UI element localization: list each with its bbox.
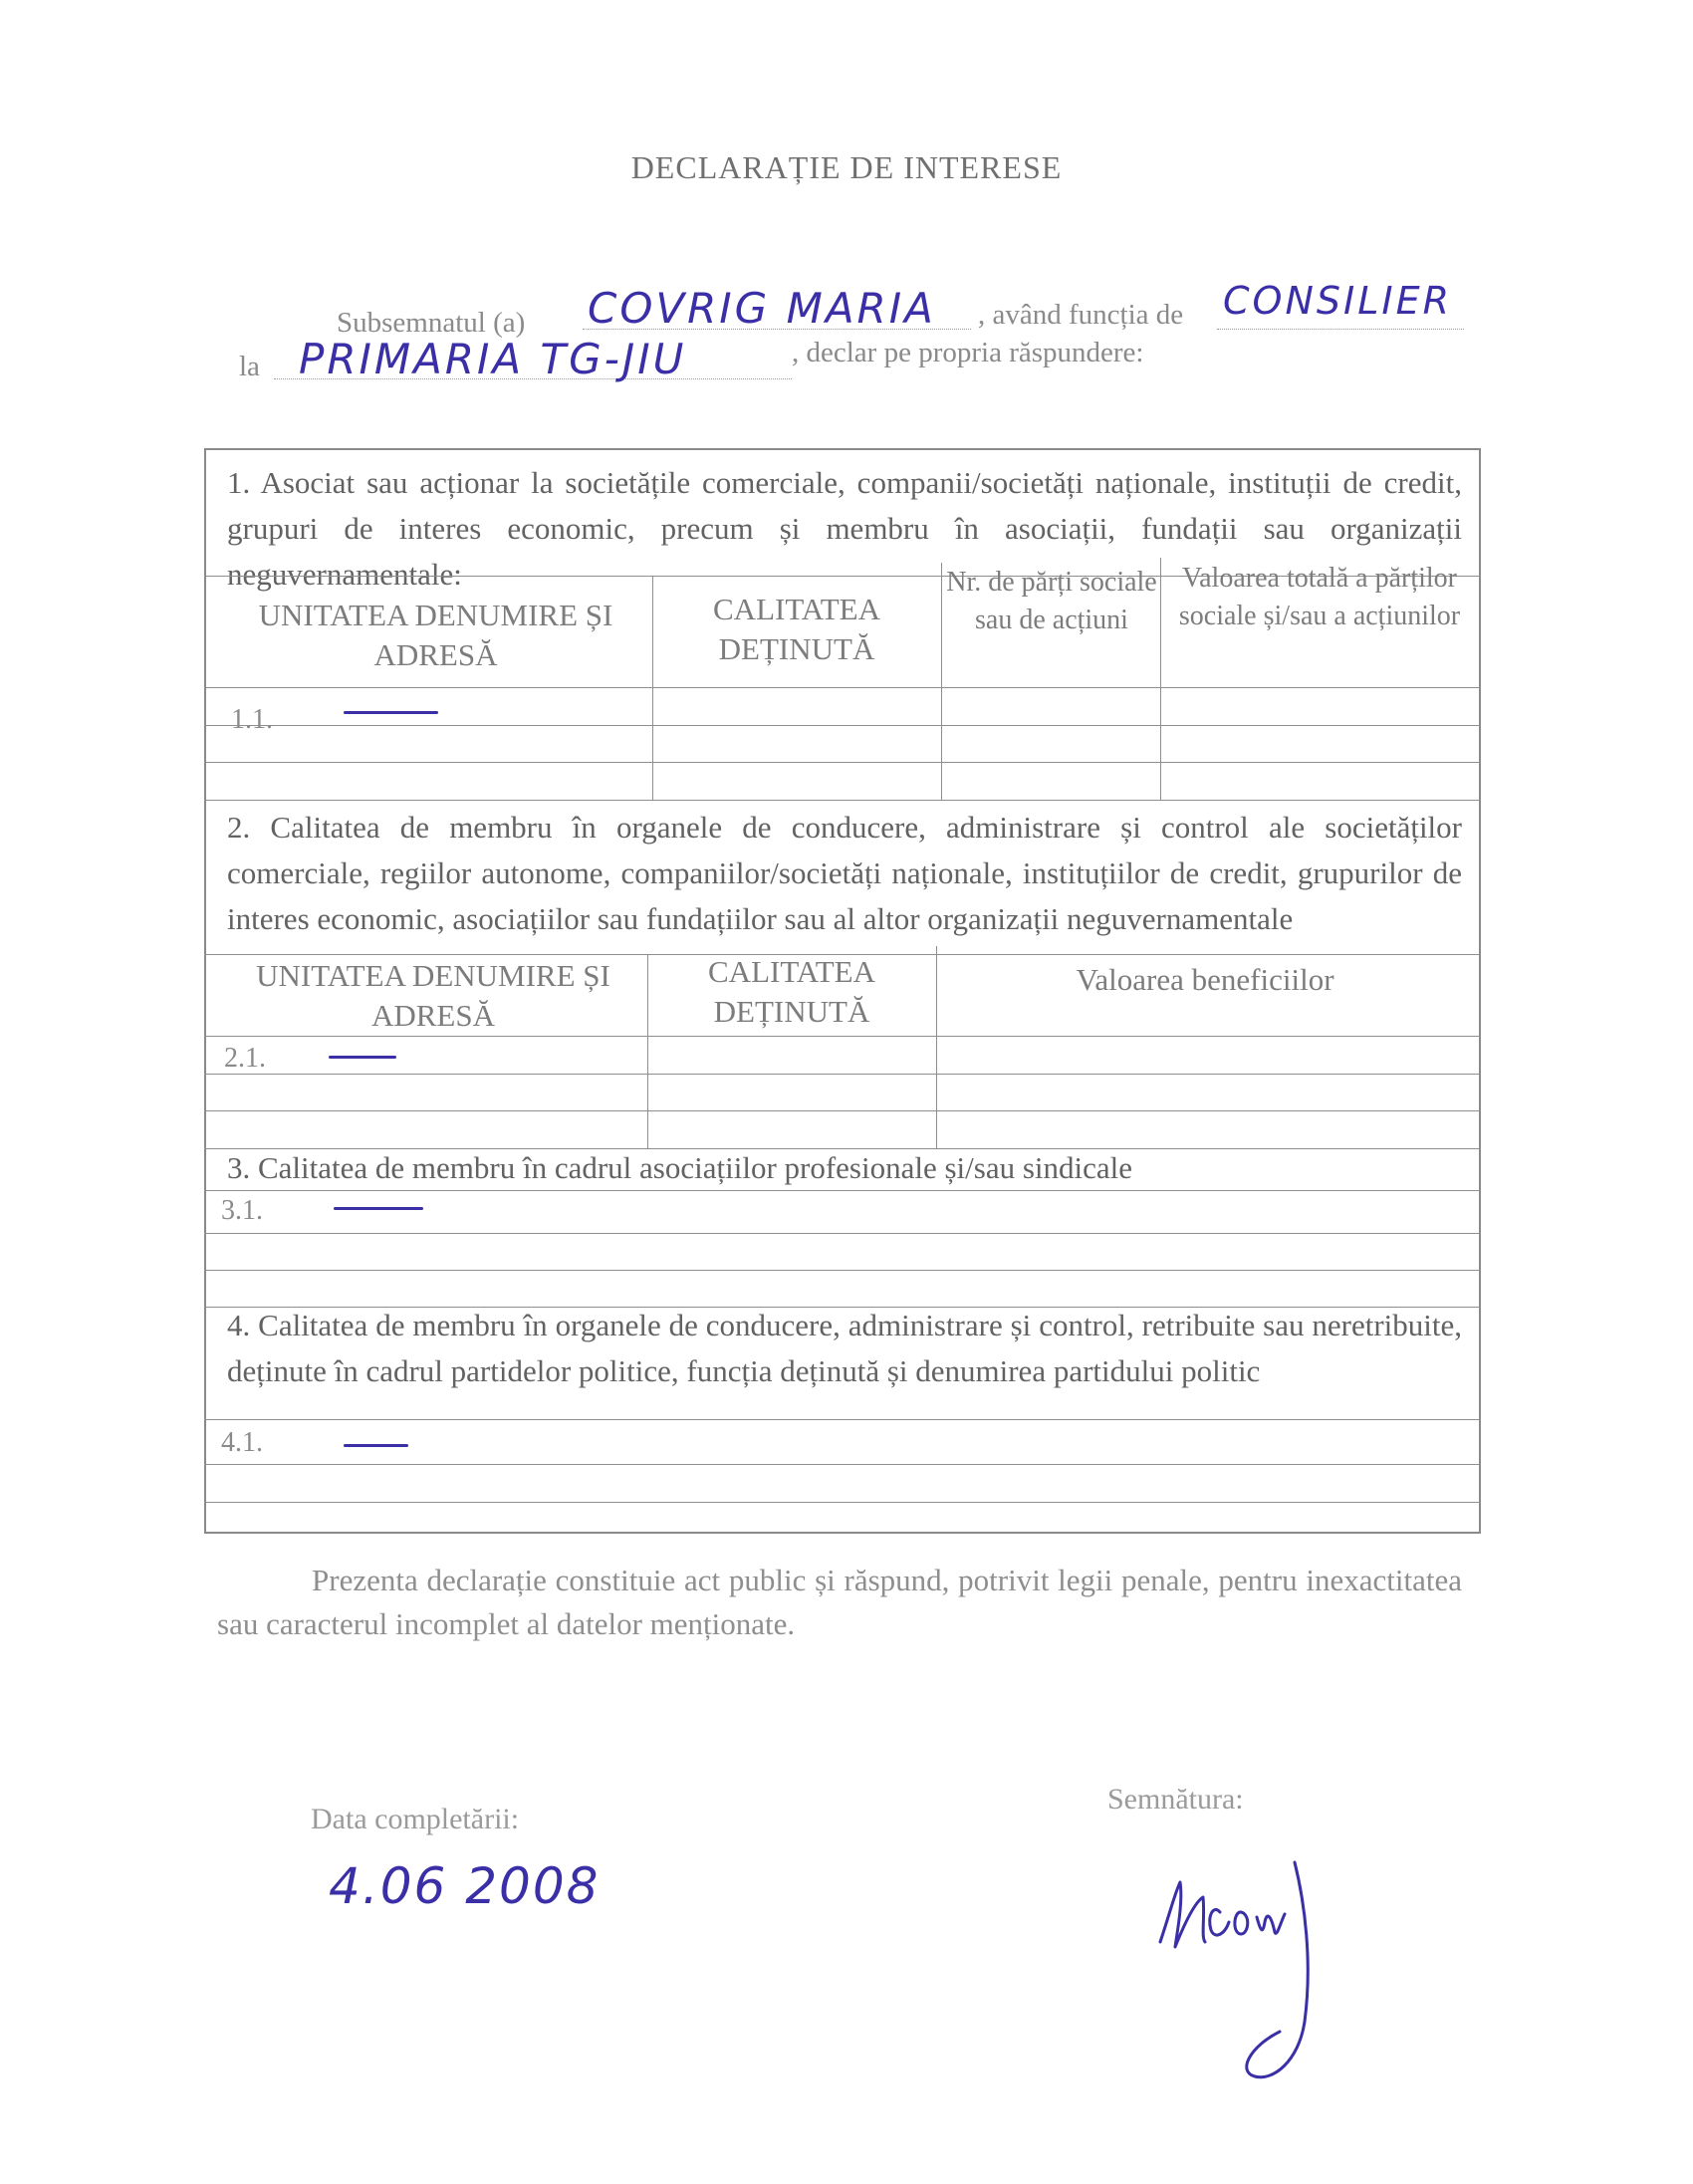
divider bbox=[204, 800, 1481, 801]
s2-col-unitatea: UNITATEA DENUMIRE ȘI ADRESĂ bbox=[256, 958, 610, 1033]
subsemnatul-label: Subsemnatul (a) bbox=[337, 307, 526, 339]
divider bbox=[204, 1270, 1481, 1271]
s3-row-label: 3.1. bbox=[221, 1195, 263, 1226]
divider bbox=[204, 1233, 1481, 1234]
signature-image bbox=[1145, 1842, 1444, 2121]
divider bbox=[204, 1464, 1481, 1465]
s2-row-label: 2.1. bbox=[224, 1043, 266, 1074]
divider bbox=[941, 563, 942, 800]
divider bbox=[204, 1110, 1481, 1111]
divider bbox=[936, 946, 937, 1148]
divider bbox=[647, 954, 648, 1148]
section1-text: 1. Asociat sau acționar la societățile comerciale, companii/societăți naționale, instituții de credit, grupuri de interes economic, precum și membru în asociații, fundații sau organizații neguvernamentale: bbox=[227, 465, 1462, 592]
section3-text: 3. Calitatea de membru în cadrul asociațiilor profesionale și/sau sindicale bbox=[227, 1150, 1133, 1185]
divider bbox=[1160, 558, 1161, 800]
name-value: COVRIG MARIA bbox=[588, 284, 936, 333]
functia-field-line bbox=[1217, 329, 1464, 330]
divider bbox=[204, 762, 1481, 763]
date-value: 4.06 2008 bbox=[329, 1857, 601, 1915]
divider bbox=[204, 1190, 1481, 1191]
declar-label: , declar pe propria răspundere: bbox=[792, 337, 1144, 368]
s1-row-label: 1.1. bbox=[231, 704, 273, 735]
functia-value: CONSILIER bbox=[1223, 279, 1452, 323]
section2-text: 2. Calitatea de membru în organele de conducere, administrare și control ale societăților comerciale, regiilor autonome, companiilor/societăți naționale, instituțiilor de credit, grupurilor de interes economic, asociațiilor sau fundațiilor sau al altor organizații neguvernamentale bbox=[227, 810, 1462, 936]
s1-col-unitatea: UNITATEA DENUMIRE ȘI ADRESĂ bbox=[258, 598, 613, 672]
s1-col-valoarea-totala: Valoarea totală a părților sociale și/sau a acțiunilor bbox=[1178, 563, 1461, 631]
empty-mark bbox=[329, 1056, 396, 1059]
empty-mark bbox=[334, 1207, 423, 1210]
s1-col-nr-parti: Nr. de părți sociale sau de acțiuni bbox=[946, 567, 1157, 635]
s2-col-valoarea-beneficiilor: Valoarea beneficiilor bbox=[1076, 962, 1334, 997]
divider bbox=[204, 687, 1481, 688]
empty-mark bbox=[344, 711, 438, 714]
document-title: DECLARAȚIE DE INTERESE bbox=[630, 149, 1063, 185]
divider bbox=[204, 1419, 1481, 1420]
empty-mark bbox=[344, 1444, 408, 1447]
section4-text: 4. Calitatea de membru în organele de conducere, administrare și control, retribuite sau neretribuite, deținute în cadrul partidelor politice, funcția deținută și denumirea partidului politic bbox=[227, 1308, 1462, 1388]
divider bbox=[204, 1502, 1481, 1503]
divider bbox=[204, 725, 1481, 726]
divider bbox=[204, 1074, 1481, 1075]
divider bbox=[204, 1036, 1481, 1037]
s1-col-calitatea: CALITATEA DEȚINUTĂ bbox=[713, 592, 880, 666]
signature-label: Semnătura: bbox=[1107, 1783, 1244, 1816]
s4-row-label: 4.1. bbox=[221, 1427, 263, 1458]
date-label: Data completării: bbox=[311, 1803, 520, 1835]
la-label: la bbox=[239, 351, 260, 382]
institutie-value: PRIMARIA TG-JIU bbox=[299, 335, 687, 383]
s2-col-calitatea: CALITATEA DEȚINUTĂ bbox=[708, 954, 875, 1029]
legal-statement: Prezenta declarație constituie act public și răspund, potrivit legii penale, pentru inexactitatea sau caracterul incomplet al datelor menționate. bbox=[217, 1563, 1462, 1641]
functia-label: , având funcția de bbox=[978, 299, 1184, 331]
